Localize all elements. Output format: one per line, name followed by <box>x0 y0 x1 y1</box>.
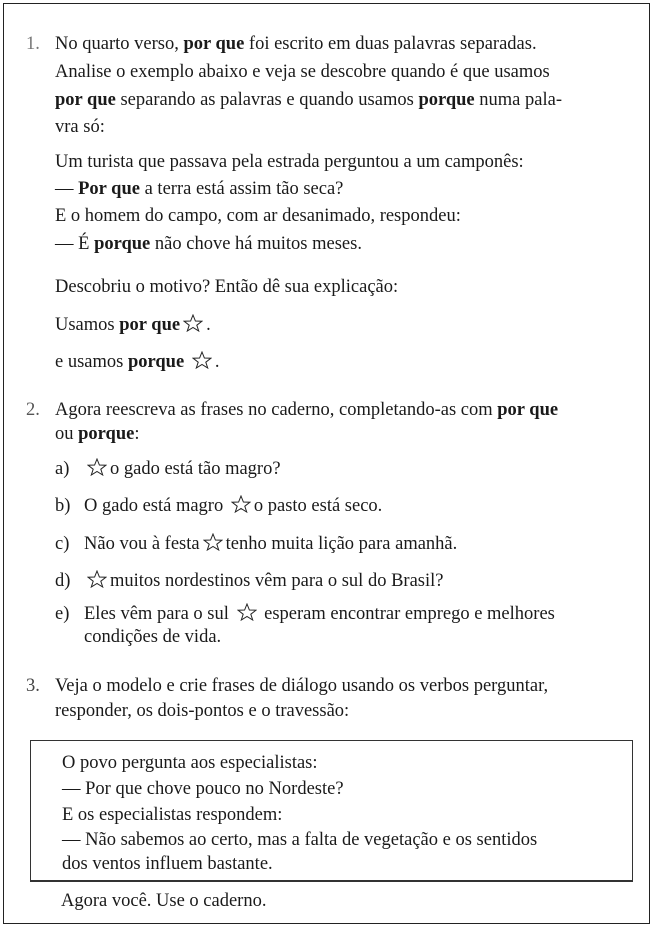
text-segment: — É <box>55 234 95 254</box>
list-item <box>84 533 457 555</box>
text-segment: Analise o exemplo abaixo e veja se descobre quando é que usamos <box>55 62 550 82</box>
text-segment <box>184 352 189 372</box>
fill-in-line <box>55 351 219 373</box>
bold-term: por que <box>183 34 245 54</box>
question-1-text <box>55 116 105 138</box>
model-line <box>62 752 318 774</box>
text-segment: No quarto verso, <box>55 34 184 54</box>
bold-term: porque <box>127 352 185 372</box>
question-2-prompt <box>55 399 558 421</box>
text-segment: o pasto está seco. <box>253 496 383 516</box>
exercise-page <box>3 3 650 924</box>
question-1-text <box>55 89 562 111</box>
text-segment: vra só: <box>55 117 105 137</box>
question-number: 2. <box>26 400 40 420</box>
text-segment: Um turista que passava pela estrada perguntou a um camponês: <box>55 152 524 172</box>
list-item <box>84 570 443 592</box>
text-segment: E o homem do campo, com ar desanimado, respondeu: <box>55 206 461 226</box>
question-2-prompt <box>55 423 139 445</box>
text-segment: ou <box>55 424 79 444</box>
question-1-text <box>55 276 398 298</box>
closing-instruction <box>61 890 266 912</box>
example-dialogue-line <box>55 178 343 200</box>
text-segment: tenho muita lição para amanhã. <box>225 534 458 554</box>
question-number: 1. <box>26 34 40 54</box>
bold-term: por que <box>119 315 181 335</box>
list-item <box>84 495 382 517</box>
text-segment: foi escrito em duas palavras separadas. <box>244 34 537 54</box>
text-segment: . <box>206 315 211 335</box>
example-dialogue-line <box>55 205 461 227</box>
model-line <box>62 829 537 851</box>
star-icon <box>87 570 107 588</box>
text-segment: Veja o modelo e crie frases de diálogo usando os verbos perguntar, <box>55 676 549 696</box>
text-segment: e usamos <box>55 352 128 372</box>
question-1-prompt <box>55 33 537 55</box>
text-segment: Usamos <box>55 315 120 335</box>
text-segment: Agora você. Use o caderno. <box>61 891 267 911</box>
text-segment: não chove há muitos meses. <box>150 234 362 254</box>
text-segment: condições de vida. <box>84 627 222 647</box>
star-icon <box>192 351 212 369</box>
star-icon <box>87 458 107 476</box>
text-segment: muitos nordestinos vêm para o sul do Brasil? <box>110 571 444 591</box>
item-letter: a) <box>55 459 70 479</box>
example-dialogue-line <box>55 233 362 255</box>
model-line <box>62 804 282 826</box>
model-dialogue-box <box>30 740 633 882</box>
bold-term: porque <box>94 234 151 254</box>
text-segment: — Por que chove pouco no Nordeste? <box>62 779 344 799</box>
bold-term: porque <box>418 90 475 110</box>
text-segment: E os especialistas respondem: <box>62 805 283 825</box>
star-icon <box>203 533 223 551</box>
text-segment: esperam encontrar emprego e melhores <box>259 604 555 624</box>
text-segment: Eles vêm para o sul <box>84 604 234 624</box>
text-segment: a terra está assim tão seca? <box>139 179 344 199</box>
text-segment: — <box>55 179 79 199</box>
bold-term: Por que <box>78 179 140 199</box>
text-segment: responder, os dois-pontos e o travessão: <box>55 701 350 721</box>
text-segment: Não vou à festa <box>84 534 200 554</box>
model-line <box>62 853 273 875</box>
list-item <box>84 626 221 648</box>
text-segment: dos ventos influem bastante. <box>62 854 273 874</box>
item-letter: e) <box>55 604 70 624</box>
text-segment: separando as palavras e quando usamos <box>115 90 419 110</box>
star-icon <box>237 603 257 621</box>
bold-term: por que <box>55 90 116 110</box>
text-segment: . <box>214 352 220 372</box>
item-letter: c) <box>55 534 70 554</box>
text-segment: O gado está magro <box>84 496 228 516</box>
fill-in-line <box>55 314 211 336</box>
text-segment: Descobriu o motivo? Então dê sua explicação: <box>55 277 399 297</box>
text-segment: o gado está tão magro? <box>110 459 281 479</box>
model-line <box>62 778 344 800</box>
text-segment: Agora reescreva as frases no caderno, completando-as com <box>55 400 498 420</box>
question-3-prompt <box>55 675 548 697</box>
question-3-prompt <box>55 700 349 722</box>
example-dialogue-line <box>55 151 524 173</box>
text-segment: numa pala- <box>474 90 562 110</box>
question-number: 3. <box>26 676 40 696</box>
text-segment: O povo pergunta aos especialistas: <box>62 753 318 773</box>
star-icon <box>183 314 203 332</box>
text-segment: — Não sabemos ao certo, mas a falta de vegetação e os sentidos <box>62 830 538 850</box>
star-icon <box>231 495 251 513</box>
list-item <box>84 458 281 480</box>
item-letter: b) <box>55 496 71 516</box>
text-segment: : <box>134 424 140 444</box>
question-1-text <box>55 61 550 83</box>
bold-term: por que <box>497 400 559 420</box>
bold-term: porque <box>78 424 135 444</box>
list-item <box>84 603 555 625</box>
item-letter: d) <box>55 571 71 591</box>
